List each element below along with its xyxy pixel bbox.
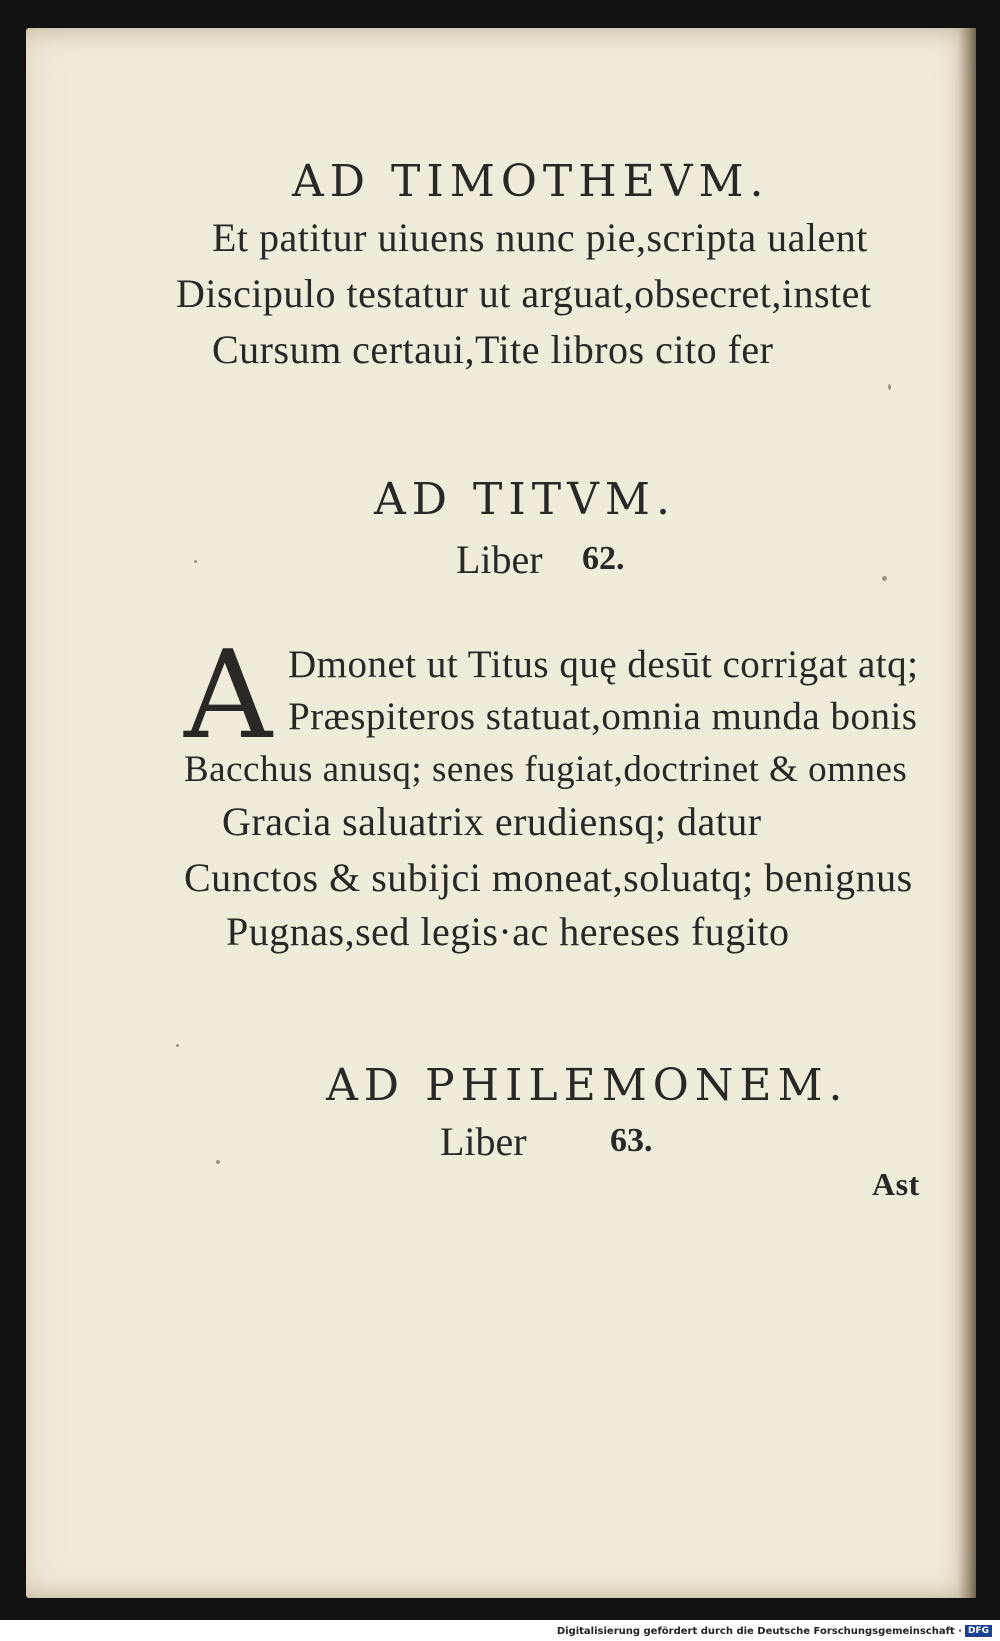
heading-timotheum: AD TIMOTHEVM. [292,156,770,207]
footer-credit: Digitalisierung gefördert durch die Deutsche Forschungsgemeinschaft · [556,1625,962,1637]
liber-number: 63. [610,1122,653,1159]
verse-line: Cursum certaui,Tite libros cito fer [212,327,774,372]
verse-line: Et patitur uiuens nunc pie,scripta ualent [212,215,868,260]
verse-line: Bacchus anusq; senes fugiat,doctrinet & omnes [184,749,908,790]
verse-line: Cunctos & subijci moneat,soluatq; benignus [184,855,913,900]
verse-line: Præspiteros statuat,omnia munda bonis [288,695,918,738]
page-edge-shadow [958,28,976,1598]
catchword: Ast [872,1166,920,1202]
book-page [26,28,976,1598]
verse-line: Pugnas,sed legis·ac hereses fugito [226,909,790,954]
verse-line: Discipulo testatur ut arguat,obsecret,instet [176,271,872,316]
dfg-logo: DFG [965,1625,992,1637]
liber-label: Liber [440,1119,527,1164]
heading-philemonem: AD PHILEMONEM. [326,1060,849,1111]
paper-speck [888,384,891,390]
paper-speck [194,560,197,563]
digitization-footer [557,1625,992,1637]
paper-speck [216,1160,220,1164]
paper-speck [176,1044,179,1047]
verse-line: Gracia saluatrix erudiensq; datur [222,799,762,844]
liber-number: 62. [582,540,625,577]
liber-label: Liber [456,537,543,582]
paper-speck [882,576,887,581]
drop-capital: A [184,624,273,766]
heading-titum: AD TITVM. [374,474,676,525]
verse-line: Dmonet ut Titus quę desūt corrigat atq; [288,643,919,686]
